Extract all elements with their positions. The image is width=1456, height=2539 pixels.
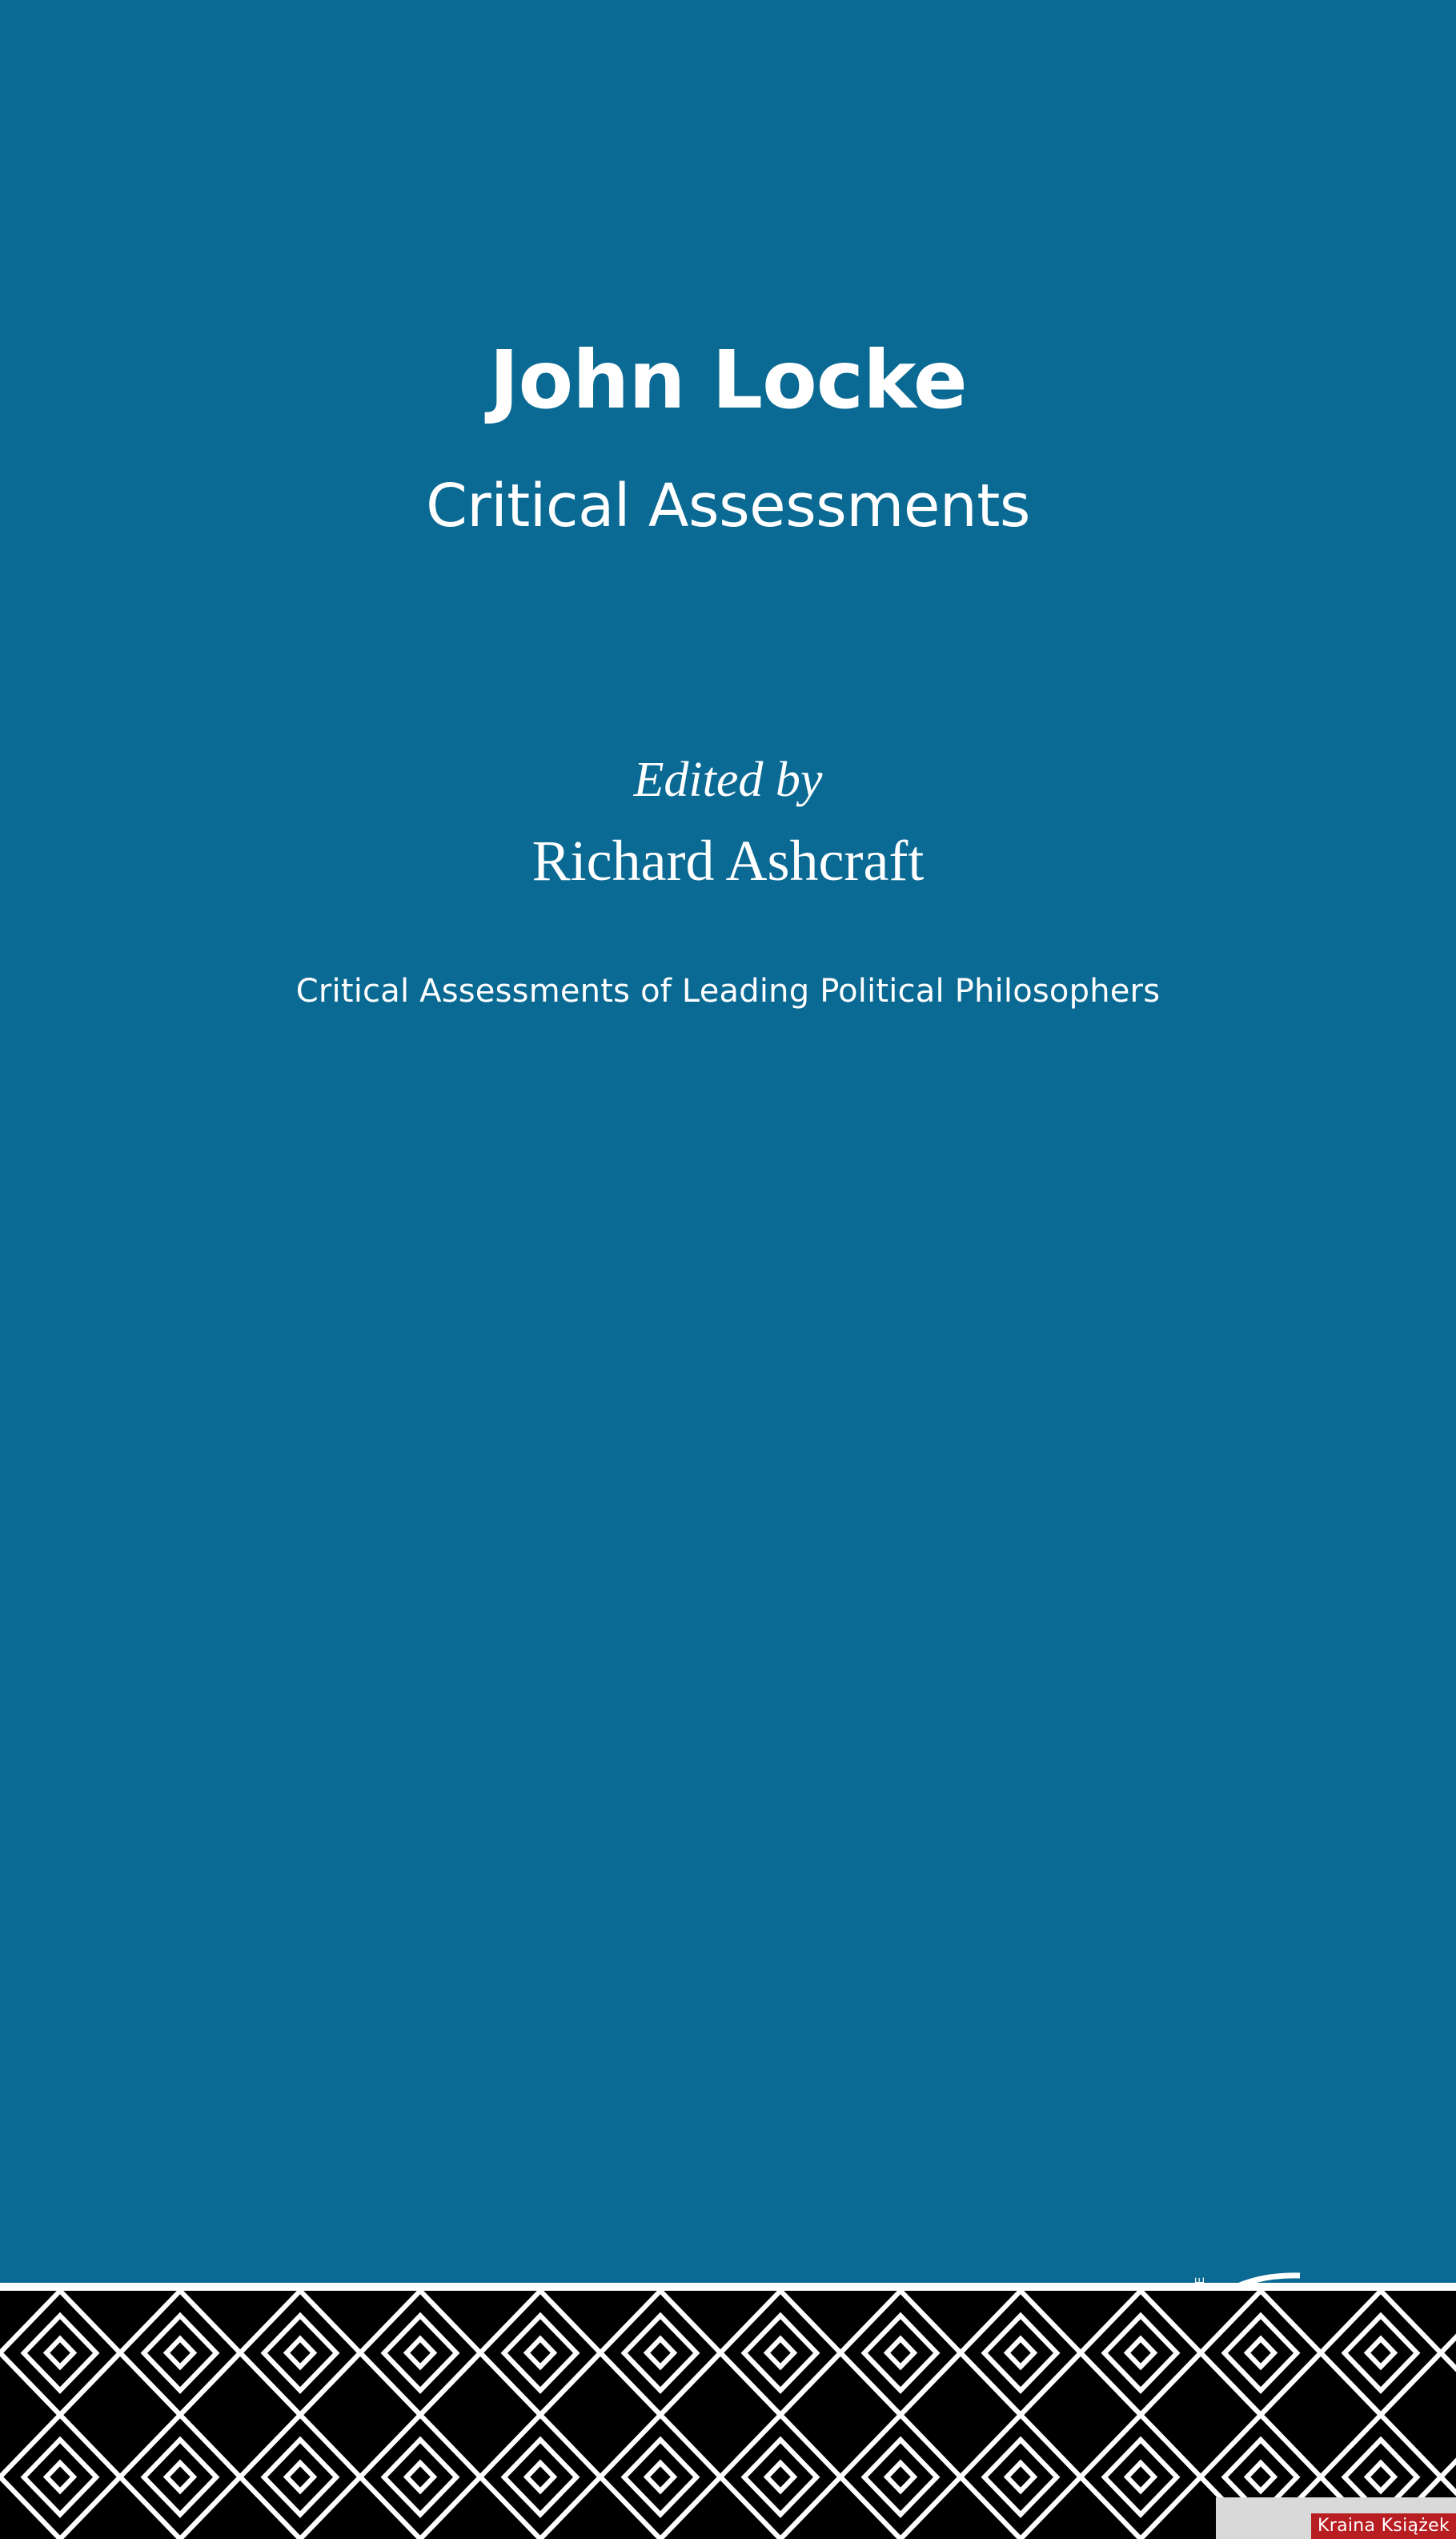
decorative-band: [0, 2283, 1456, 2539]
editor-name: Richard Ashcraft: [531, 829, 925, 894]
title-block: [0, 333, 1456, 540]
watermark: [1216, 2497, 1456, 2539]
book-subtitle: Critical Assessments: [426, 472, 1030, 540]
editor-block: [0, 753, 1456, 893]
series-title: Critical Assessments of Leading Political Philosophers: [295, 973, 1161, 1010]
edited-by-label: Edited by: [633, 753, 823, 807]
page-title: John Locke: [489, 333, 967, 427]
watermark-label: Kraina Książek: [1311, 2513, 1456, 2539]
